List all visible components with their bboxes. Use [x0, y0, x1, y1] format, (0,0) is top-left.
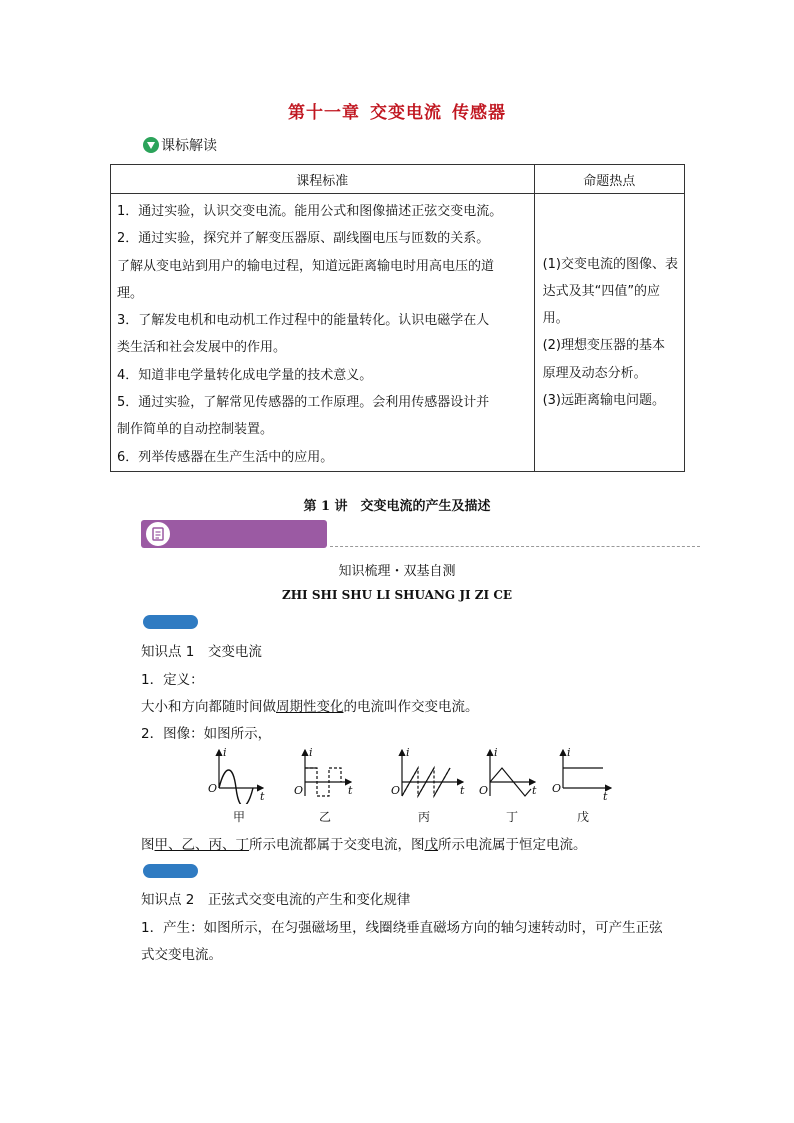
kp1-definition-label: 1．定义： — [141, 672, 204, 688]
axis-label-t: t — [532, 784, 537, 797]
axis-label-origin: O — [294, 784, 304, 797]
axis-label-origin: O — [552, 782, 562, 795]
kp1-conclusion — [141, 833, 587, 853]
subheading-pinyin: ZHI SHI SHU LI SHUANG JI ZI CE — [281, 588, 513, 602]
curriculum-table — [110, 164, 685, 472]
knowledge-point-marker — [143, 864, 198, 878]
standard-line: 2．通过实验，探究并了解变压器原、副线圈电压与匝数的关系。 — [117, 231, 490, 247]
section-label — [143, 135, 217, 155]
kp1-def-pre: 大小和方向都随时间做 — [141, 699, 276, 715]
graph-caption: 戊 — [576, 810, 589, 824]
axis-label-i: i — [406, 746, 410, 759]
kp1-concl-key2: 戊 — [424, 837, 438, 853]
col-header-hotspots: 命题热点 — [534, 165, 684, 194]
graph-caption: 甲 — [232, 810, 245, 824]
kp2-line2: 式交变电流。 — [141, 947, 222, 963]
standard-line: 1．通过实验，认识交变电流。能用公式和图像描述正弦交变电流。 — [117, 204, 503, 219]
table-header-row — [111, 165, 685, 194]
axis-label-t: t — [603, 790, 608, 803]
kp1-def-post: 的电流叫作交变电流。 — [343, 699, 479, 715]
standard-line: 类生活和社会发展中的作用。 — [117, 340, 287, 356]
standard-line: 理。 — [117, 285, 144, 301]
current-graphs — [205, 746, 615, 804]
hotspot-line: 原理及动态分析。 — [542, 365, 647, 381]
hotspot-line: 达式及其“四值”的应 — [542, 283, 661, 299]
standard-line: 5．通过实验，了解常见传感器的工作原理。会利用传感器设计并 — [117, 395, 490, 411]
axis-label-i: i — [494, 746, 498, 759]
standard-line: 4．知道非电学量转化成电学量的技术意义。 — [117, 367, 373, 383]
graph-caption: 乙 — [318, 810, 331, 824]
axis-label-i: i — [223, 746, 227, 759]
chapter-title-a: 交变电流 — [370, 103, 442, 123]
hotspots-cell — [534, 194, 684, 472]
kp2-line1: 1．产生：如图所示，在匀强磁场里，线圈绕垂直磁场方向的轴匀速转动时，可产生正弦 — [141, 920, 663, 936]
chapter-number: 第十一章 — [288, 103, 360, 123]
axis-label-origin: O — [208, 782, 218, 795]
standards-cell — [111, 194, 535, 472]
table-row — [111, 194, 685, 472]
standard-line: 制作简单的自动控制装置。 — [117, 422, 274, 438]
kp1-concl-key1: 甲、乙、丙、丁 — [154, 837, 249, 853]
hotspot-line: 用。 — [542, 311, 569, 327]
standard-line: 6．列举传感器在生产生活中的应用。 — [117, 449, 334, 465]
chapter-title-b: 传感器 — [452, 103, 506, 123]
graph-sawtooth — [402, 750, 463, 796]
axis-label-i: i — [567, 746, 571, 759]
axis-label-origin: O — [391, 784, 401, 797]
graph-caption: 丁 — [505, 810, 518, 824]
col-header-standards: 课程标准 — [111, 165, 535, 194]
standard-line: 3．了解发电机和电动机工作过程中的能量转化。认识电磁学在人 — [117, 313, 490, 329]
axis-label-t: t — [348, 784, 353, 797]
kp1-concl-pre: 图 — [141, 837, 155, 853]
knowledge-point-marker — [143, 615, 198, 629]
kp1-concl-mid: 所示电流都属于交变电流，图 — [249, 837, 425, 853]
axis-label-origin: O — [479, 784, 489, 797]
axis-label-t: t — [460, 784, 465, 797]
subheading: 知识梳理・双基自测 — [338, 564, 456, 579]
notebook-icon — [144, 520, 172, 548]
graph-caption: 丙 — [417, 810, 430, 824]
kp1-def-key: 周期性变化 — [276, 699, 344, 715]
hotspot-line: (1)交变电流的图像、表 — [542, 256, 678, 272]
chapter-title — [0, 98, 794, 123]
kp1-definition — [141, 695, 479, 715]
section-label-text: 课标解读 — [161, 138, 217, 154]
lecture-title: 第 1 讲 交变电流的产生及描述 — [303, 499, 491, 514]
hotspot-line: (2)理想变压器的基本 — [542, 338, 665, 354]
banner-divider — [330, 546, 700, 547]
triangle-down-icon — [143, 137, 159, 153]
hotspot-line: (3)远距离输电问题。 — [542, 393, 665, 409]
kp1-title: 知识点 1 交变电流 — [141, 644, 262, 660]
axis-label-i: i — [309, 746, 313, 759]
kp2-title: 知识点 2 正弦式交变电流的产生和变化规律 — [141, 892, 411, 908]
axis-label-t: t — [260, 790, 265, 803]
standard-line: 了解从变电站到用户的输电过程，知道远距离输电时用高电压的道 — [117, 258, 495, 274]
kp1-image-label: 2．图像：如图所示， — [141, 726, 272, 742]
kp1-concl-post: 所示电流属于恒定电流。 — [438, 837, 587, 853]
